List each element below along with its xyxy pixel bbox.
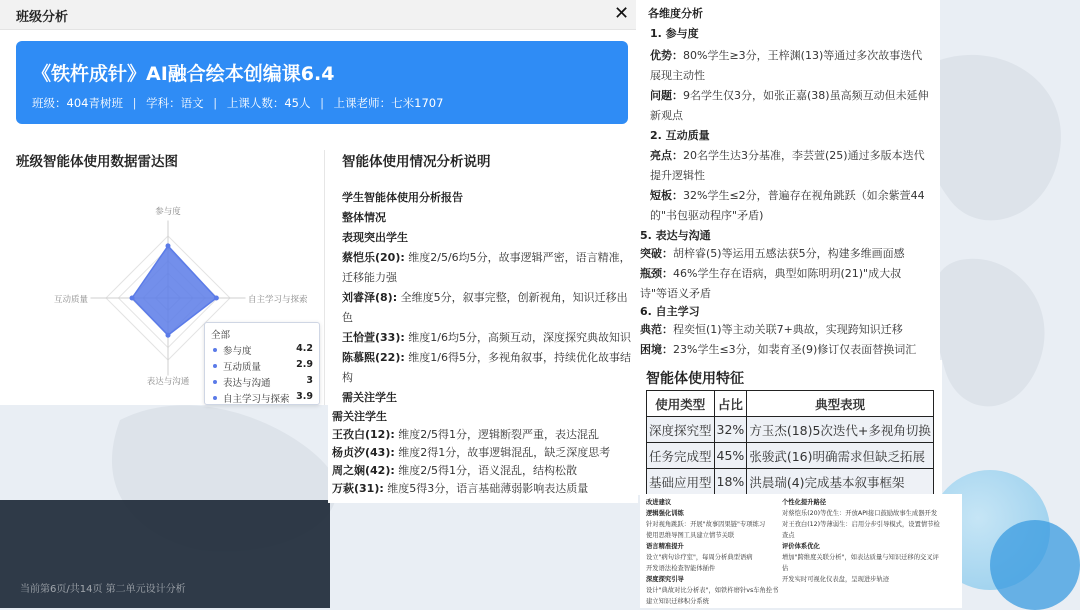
dimension-title: 各维度分析 bbox=[648, 7, 703, 20]
concern-title: 需关注学生 bbox=[332, 410, 387, 423]
suggestions-panel bbox=[640, 494, 962, 608]
panel-titlebar bbox=[0, 0, 640, 30]
separator: | bbox=[213, 96, 218, 110]
suggestions-left-column bbox=[646, 497, 796, 607]
student-name: 王孜白(12): bbox=[332, 428, 395, 441]
suggestion-item: 开发语法检查智能体插件 bbox=[646, 565, 716, 572]
report-text bbox=[342, 188, 632, 405]
table-row bbox=[647, 443, 934, 469]
line-label: 问题： bbox=[650, 89, 683, 102]
student-name: 陈慕熙(22): bbox=[342, 351, 405, 364]
dimension-line bbox=[640, 244, 905, 264]
suggestion-heading: 改进建议 bbox=[646, 499, 672, 506]
line-text: 程奕恒(1)等主动关联7+典故，实现跨知识迁移 bbox=[673, 323, 903, 336]
student-note: 维度2/5/6均5分，故事逻辑严密，语言精准，迁移能力强 bbox=[342, 251, 631, 284]
suggestion-heading: 语言精准提升 bbox=[646, 543, 684, 550]
radar-data-point bbox=[166, 333, 171, 338]
column-header: 使用类型 bbox=[647, 391, 715, 417]
student-entry bbox=[332, 426, 634, 444]
class-analysis-panel bbox=[0, 0, 640, 405]
divider bbox=[324, 150, 325, 405]
radar-axis-label: 自主学习与探索 bbox=[248, 295, 308, 305]
student-note: 维度2/5得1分，语义混乱，结构松散 bbox=[394, 464, 577, 477]
line-label: 瓶颈： bbox=[640, 267, 673, 280]
suggestion-item: 建立知识迁移积分系统 bbox=[646, 598, 709, 605]
student-note: 全维度5分，叙事完整，创新视角，知识迁移出色 bbox=[342, 291, 628, 324]
student-entry bbox=[342, 348, 632, 388]
table-cell: 任务完成型 bbox=[647, 443, 715, 469]
teacher-label: 上课老师：七米1707 bbox=[333, 96, 444, 110]
line-label: 突破： bbox=[640, 247, 673, 260]
suggestion-heading: 逻辑强化训练 bbox=[646, 510, 684, 517]
suggestion-item: 设立"病句诊疗室"，每周分析典型语病 bbox=[646, 554, 753, 561]
report-subheading: 表现突出学生 bbox=[342, 231, 408, 244]
student-note: 维度2/5得1分，逻辑断裂严重，表达混乱 bbox=[394, 428, 599, 441]
suggestion-heading: 深度探究引导 bbox=[646, 576, 684, 583]
student-entry bbox=[332, 480, 634, 498]
student-count-label: 上课人数：45人 bbox=[226, 96, 311, 110]
legend-dot-icon bbox=[213, 396, 217, 400]
legend-value: 2.9 bbox=[296, 359, 313, 370]
close-icon[interactable]: ✕ bbox=[614, 3, 630, 24]
dimension-line: 提升逻辑性 bbox=[650, 169, 705, 182]
table-cell: 基础应用型 bbox=[647, 469, 715, 495]
separator: | bbox=[320, 96, 324, 110]
suggestion-heading: 评价体系优化 bbox=[782, 543, 820, 550]
radar-axis-label: 表达与沟通 bbox=[146, 377, 190, 387]
radar-data-point bbox=[214, 296, 219, 301]
decorative-circle bbox=[990, 520, 1080, 610]
student-entry bbox=[342, 248, 632, 288]
line-label: 短板： bbox=[650, 189, 683, 202]
student-name: 王恰萱(33): bbox=[342, 331, 405, 344]
student-note: 维度1/6均5分，高频互动，深度探究典故知识 bbox=[404, 331, 631, 344]
table-cell: 深度探究型 bbox=[647, 417, 715, 443]
legend-label: 表达与沟通 bbox=[223, 378, 271, 389]
student-name: 杨贞汐(43): bbox=[332, 446, 395, 459]
dimension-heading: 1. 参与度 bbox=[650, 27, 699, 40]
suggestion-item: 对蔡恺乐(20)等优生：开放API接口鼓励故事生成器开发 bbox=[782, 510, 938, 517]
dimension-line bbox=[650, 86, 929, 106]
student-entry bbox=[342, 328, 632, 348]
student-note: 维度2得1分，故事逻辑混乱，缺乏深度思考 bbox=[394, 446, 611, 459]
dimension-line: 展现主动性 bbox=[650, 69, 705, 82]
legend-label: 互动质量 bbox=[223, 362, 262, 373]
suggestion-item: 查点 bbox=[782, 532, 795, 539]
suggestion-item: 设计"典故对比分析表"，如铁杵磨针vs车角拴书 bbox=[646, 587, 779, 594]
dimension-line: 诗"等语义矛盾 bbox=[640, 287, 712, 300]
class-label: 班级：404青树班 bbox=[32, 96, 123, 110]
student-note: 维度1/6得5分，多视角叙事，持续优化故事结构 bbox=[342, 351, 631, 384]
dimension-line bbox=[640, 340, 916, 360]
report-section-title: 智能体使用情况分析说明 bbox=[342, 154, 491, 170]
separator: | bbox=[132, 96, 137, 110]
student-name: 刘睿泽(8): bbox=[342, 291, 398, 304]
student-entry bbox=[342, 288, 632, 328]
line-text: 胡梓睿(5)等运用五感法获5分，构建多维画面感 bbox=[673, 247, 905, 260]
table-row bbox=[647, 469, 934, 495]
legend-item bbox=[213, 359, 317, 373]
suggestion-item: 对王孜白(12)等薄弱生：启用分步引导模式，设置情节检 bbox=[782, 521, 940, 528]
student-name: 蔡恺乐(20): bbox=[342, 251, 405, 264]
dimension-analysis-panel bbox=[636, 0, 940, 360]
suggestions-right-column bbox=[782, 497, 960, 585]
suggestion-item: 估 bbox=[782, 565, 789, 572]
line-text: 20名学生达3分基准，李芸萱(25)通过多版本迭代 bbox=[683, 149, 925, 162]
legend-dot-icon bbox=[213, 364, 217, 368]
page-caption: 当前第6页/共14页 第二单元设计分析 bbox=[20, 584, 186, 595]
report-subheading: 整体情况 bbox=[342, 211, 386, 224]
course-meta bbox=[32, 95, 443, 111]
dimension-heading: 6. 自主学习 bbox=[640, 305, 700, 318]
dimension-heading: 5. 表达与沟通 bbox=[640, 229, 711, 242]
table-cell: 32% bbox=[714, 417, 747, 443]
report-heading: 学生智能体使用分析报告 bbox=[342, 191, 463, 204]
line-text: 80%学生≥3分，王梓渊(13)等通过多次故事迭代 bbox=[683, 49, 923, 62]
line-text: 9名学生仅3分，如张正嘉(38)虽高频互动但未延伸 bbox=[683, 89, 929, 102]
radar-tooltip bbox=[204, 322, 320, 405]
student-entry bbox=[332, 444, 634, 462]
subject-label: 学科：语文 bbox=[146, 96, 204, 110]
student-name: 万萩(31): bbox=[332, 482, 384, 495]
table-cell: 45% bbox=[714, 443, 747, 469]
legend-label: 参与度 bbox=[223, 346, 252, 357]
column-header: 典型表现 bbox=[747, 391, 934, 417]
legend-dot-icon bbox=[213, 380, 217, 384]
line-label: 优势： bbox=[650, 49, 683, 62]
dimension-heading: 2. 互动质量 bbox=[650, 129, 710, 142]
legend-item bbox=[213, 391, 317, 405]
table-cell: 18% bbox=[714, 469, 747, 495]
suggestion-item: 开发实时可视化仪表盘，呈现进步轨迹 bbox=[782, 576, 890, 583]
legend-item bbox=[213, 375, 317, 389]
features-table-title: 智能体使用特征 bbox=[646, 371, 744, 387]
line-label: 困境： bbox=[640, 343, 673, 356]
course-card bbox=[16, 41, 628, 124]
radar-data-point bbox=[166, 243, 171, 248]
suggestion-heading: 个性化提升路径 bbox=[782, 499, 827, 506]
table-cell: 张骏武(16)明确需求但缺乏拓展 bbox=[747, 443, 934, 469]
panel-title: 班级分析 bbox=[16, 10, 69, 25]
dimension-line bbox=[650, 186, 925, 206]
suggestion-item: 针对视角跳跃：开展"故事因果链"专项练习 bbox=[646, 521, 766, 528]
suggestion-item: 使用思维导图工具建立情节关联 bbox=[646, 532, 735, 539]
column-header: 占比 bbox=[714, 391, 747, 417]
legend-dot-icon bbox=[213, 348, 217, 352]
legend-value: 4.2 bbox=[296, 343, 313, 354]
dimension-line bbox=[650, 146, 925, 166]
suggestion-item: 增加"跨维度关联分析"，如表达质量与知识迁移的交叉评 bbox=[782, 554, 939, 561]
table-header-row bbox=[647, 391, 934, 417]
line-text: 46%学生存在语病，典型如陈明玥(21)"成大叔 bbox=[673, 267, 902, 280]
radar-axis-label: 参与度 bbox=[155, 207, 181, 217]
legend-value: 3.9 bbox=[296, 391, 313, 402]
report-subheading: 需关注学生 bbox=[342, 391, 397, 404]
legend-item bbox=[213, 343, 317, 357]
dimension-line: 的"书包驱动程序"矛盾) bbox=[650, 209, 764, 222]
radar-data-point bbox=[130, 296, 135, 301]
line-label: 亮点： bbox=[650, 149, 683, 162]
features-table-panel bbox=[638, 360, 942, 495]
line-label: 典范： bbox=[640, 323, 673, 336]
legend-value: 3 bbox=[306, 375, 313, 386]
course-title: 《铁杵成针》AI融合绘本创编课6.4 bbox=[32, 63, 335, 85]
features-table bbox=[646, 390, 934, 495]
student-note: 维度5得3分，语言基础薄弱影响表达质量 bbox=[383, 482, 589, 495]
concern-students-panel bbox=[328, 405, 638, 503]
tooltip-header: 全部 bbox=[211, 330, 231, 341]
line-text: 23%学生≤3分，如裴育圣(9)修订仅表面替换词汇 bbox=[673, 343, 917, 356]
radar-axis-label: 互动质量 bbox=[53, 295, 88, 305]
table-cell: 方玉杰(18)5次迭代+多视角切换 bbox=[747, 417, 934, 443]
student-name: 周之娴(42): bbox=[332, 464, 395, 477]
dimension-line bbox=[640, 264, 901, 284]
radar-section-title: 班级智能体使用数据雷达图 bbox=[16, 154, 178, 170]
dimension-line bbox=[650, 46, 922, 66]
dimension-line bbox=[640, 320, 903, 340]
table-row bbox=[647, 417, 934, 443]
table-cell: 洪晨瑞(4)完成基本叙事框架 bbox=[747, 469, 934, 495]
student-entry bbox=[332, 462, 634, 480]
dimension-line: 新观点 bbox=[650, 109, 683, 122]
line-text: 32%学生≤2分，普遍存在视角跳跃（如余紫萱44 bbox=[683, 189, 925, 202]
legend-label: 自主学习与探索 bbox=[223, 394, 290, 405]
